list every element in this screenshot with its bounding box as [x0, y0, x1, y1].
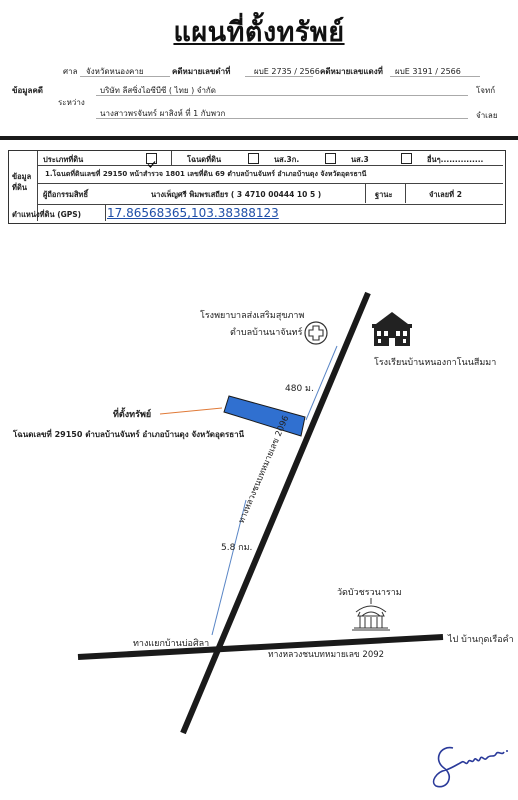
signature-mark	[434, 748, 504, 787]
land-type-chanote: โฉนดที่ดิน	[187, 155, 222, 164]
plaintiff-name: บริษัท ลีสซิ่งไอซีบีซี ( ไทย ) จำกัด	[100, 86, 216, 95]
checkbox-ns3[interactable]	[401, 153, 412, 164]
distance-mid-label: 5.8 กม.	[221, 543, 253, 553]
land-type-label: ประเภทที่ดิน	[43, 155, 84, 164]
land-type-ns3k: นส.3ก.	[274, 155, 300, 164]
junction-label: ทางแยกบ้านบ่อศิลา	[133, 639, 210, 649]
section-divider	[0, 136, 518, 140]
owner-value: นางเพ็ญศรี พิมพรเสถียร ( 3 4710 00444 10 5 )	[151, 190, 322, 199]
case-section-label: ข้อมูลคดี	[12, 86, 43, 95]
school-icon	[372, 312, 412, 346]
page-title: แผนที่ตั้งทรัพย์	[173, 17, 345, 48]
road-2096-line	[183, 293, 368, 733]
land-type-other: อื่นๆ...............	[427, 155, 484, 164]
checkbox-checked[interactable]	[146, 153, 157, 164]
plaintiff-role: โจทก์	[476, 86, 496, 95]
temple-icon	[352, 598, 390, 630]
school-label: โรงเรียนบ้านหนองกาโนนสีมมา	[374, 358, 497, 368]
checkbox-ns3k[interactable]	[325, 153, 336, 164]
hospital-label-1: โรงพยาบาลส่งเสริมสุขภาพ	[200, 311, 305, 321]
gps-link[interactable]: 17.86568365,103.38388123	[107, 206, 279, 220]
hospital-icon	[305, 322, 327, 344]
distance-top-label: 480 ม.	[285, 384, 314, 394]
court-label: ศาล	[63, 67, 78, 76]
red-case-label: คดีหมายเลขแดงที่	[320, 67, 383, 76]
property-label: ที่ตั้งทรัพย์	[113, 410, 152, 420]
status-value: จำเลยที่ 2	[429, 190, 462, 199]
property-pointer	[160, 408, 222, 414]
land-info-table	[8, 150, 506, 224]
black-case-value: ผบE 2735 / 2566	[254, 67, 320, 76]
checkbox-chanote[interactable]	[248, 153, 259, 164]
owner-label: ผู้ถือกรรมสิทธิ์	[43, 190, 89, 199]
defendant-role: จำเลย	[476, 111, 498, 120]
black-case-label: คดีหมายเลขดำที่	[172, 67, 231, 76]
between-label: ระหว่าง	[58, 98, 85, 107]
location-map	[0, 240, 518, 800]
to-village-label: ไป บ้านกุดเรือคำ	[448, 635, 514, 645]
red-case-value: ผบE 3191 / 2566	[395, 67, 461, 76]
road-2096-label: ทางหลวงชนบทหมายเลข 2096	[236, 414, 292, 526]
land-type-ns3: นส.3	[351, 155, 369, 164]
property-desc: โฉนดเลขที่ 29150 ตำบลบ้านจันทร์ อำเภอบ้านดุง จังหวัดอุดรธานี	[13, 430, 245, 439]
land-section-label: ข้อมูลที่ดิน	[12, 172, 32, 192]
hospital-label-2: ตำบลบ้านนาจันทร์	[230, 328, 303, 338]
temple-label: วัดบัวชรวนาราม	[337, 588, 402, 598]
status-label: ฐานะ	[375, 190, 393, 199]
gps-label: ตำแหน่งที่ดิน (GPS)	[12, 210, 82, 219]
road-2092-label: ทางหลวงชนบทหมายเลข 2092	[268, 650, 385, 660]
land-description: 1.โฉนดที่ดินเลขที่ 29150 หน้าสำรวจ 1801 เลขที่ดิน 69 ตำบลบ้านจันทร์ อำเภอบ้านดุง จังหวัดอุดรธานี	[45, 170, 367, 178]
defendant-name: นางสาวพรจันทร์ ผาสิงห์ ที่ 1 กับพวก	[100, 109, 226, 118]
court-value: จังหวัดหนองคาย	[86, 67, 144, 76]
